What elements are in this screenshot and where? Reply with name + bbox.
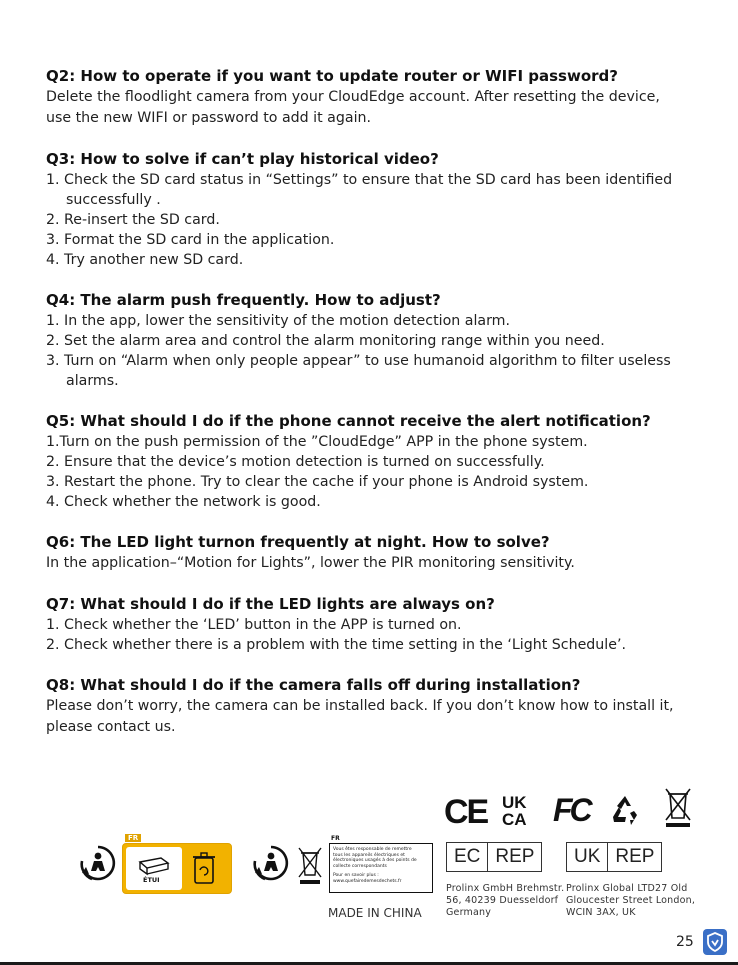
recycle-icon — [608, 793, 642, 827]
faq-q5 — [46, 411, 706, 512]
page-number: 25 — [676, 934, 694, 950]
faq-q7 — [46, 594, 706, 655]
faq-q3 — [46, 149, 706, 270]
answer-line: please contact us. — [46, 719, 176, 735]
recycle-notice-card — [329, 835, 433, 893]
recycle-bin-icon — [191, 851, 217, 885]
triman-icon — [78, 843, 118, 883]
list-item: 4. Try another new SD card. — [46, 252, 244, 268]
fr-label: FR — [125, 834, 141, 842]
list-item: 1. Check whether the ‘LED’ button in the APP is turned on. — [46, 617, 462, 633]
question-title: Q4: The alarm push frequently. How to adjust? — [46, 291, 441, 309]
weee-bin-icon — [663, 786, 693, 828]
weee-bin-icon — [297, 845, 323, 887]
question-title: Q3: How to solve if can’t play historical video? — [46, 150, 439, 168]
answer-line: In the application–“Motion for Lights”, lower the PIR monitoring sensitivity. — [46, 555, 575, 571]
faq-q2 — [46, 66, 706, 129]
recycle-info-card — [122, 834, 232, 894]
list-item: 2. Ensure that the device’s motion detection is turned on successfully. — [46, 454, 545, 470]
list-item: 3. Restart the phone. Try to clear the cache if your phone is Android system. — [46, 474, 589, 490]
triman-icon — [251, 843, 291, 883]
list-item: 3. Turn on “Alarm when only people appear” to use humanoid algorithm to filter useless alarms. — [46, 353, 671, 389]
answer-line: use the new WIFI or password to add it again. — [46, 110, 372, 126]
made-in-label: MADE IN CHINA — [328, 906, 422, 920]
fr-label: FR — [331, 835, 340, 842]
list-item: 2. Set the alarm area and control the alarm monitoring range within you need. — [46, 333, 605, 349]
answer-list — [46, 311, 706, 391]
list-item: 4. Check whether the network is good. — [46, 494, 321, 510]
list-item: 1.Turn on the push permission of the ”CloudEdge” APP in the phone system. — [46, 434, 588, 450]
list-item: 2. Re-insert the SD card. — [46, 212, 220, 228]
answer-list — [46, 170, 706, 270]
answer-line: Delete the floodlight camera from your CloudEdge account. After resetting the device, — [46, 89, 660, 105]
faq-q4 — [46, 290, 706, 391]
question-title: Q8: What should I do if the camera falls off during installation? — [46, 676, 581, 694]
faq-q6 — [46, 532, 706, 574]
question-title: Q5: What should I do if the phone cannot receive the alert notification? — [46, 412, 651, 430]
ec-rep-label: EC REP — [446, 842, 541, 872]
answer-line: Please don’t worry, the camera can be installed back. If you don’t know how to install it, — [46, 698, 674, 714]
answer-list — [46, 615, 706, 655]
list-item: 1. Check the SD card status in “Settings” to ensure that the SD card has been identified successfully . — [46, 172, 673, 208]
question-title: Q6: The LED light turnon frequently at night. How to solve? — [46, 533, 550, 551]
uk-rep-label: UK REP — [566, 842, 661, 872]
ce-mark: CE — [444, 793, 488, 831]
ec-rep-address: Prolinx GmbH Brehmstr. 56, 40239 Duesseldorf Germany — [446, 883, 565, 918]
ukca-mark: UK CA — [502, 793, 527, 829]
notice-text: Vous êtes responsable de remettre tous les appareils électriques et électroniques usagés à des points de collecte correspondants Pour en savoir plus : www.quefairedemesdechets.fr — [333, 847, 417, 884]
list-item: 1. In the app, lower the sensitivity of the motion detection alarm. — [46, 313, 511, 329]
faq-section — [46, 66, 706, 758]
box-icon — [137, 854, 171, 876]
brand-shield-icon — [703, 929, 727, 955]
faq-q8 — [46, 675, 706, 738]
list-item: 2. Check whether there is a problem with the time setting in the ‘Light Schedule’. — [46, 637, 626, 653]
question-title: Q7: What should I do if the LED lights are always on? — [46, 595, 495, 613]
answer-list — [46, 432, 706, 512]
etui-label: ÉTUI — [143, 876, 160, 884]
fcc-mark: FC — [553, 792, 590, 828]
list-item: 3. Format the SD card in the application. — [46, 232, 335, 248]
question-title: Q2: How to operate if you want to update router or WIFI password? — [46, 67, 618, 85]
uk-rep-address: Prolinx Global LTD27 Old Gloucester Street London, WCIN 3AX, UK — [566, 883, 696, 918]
